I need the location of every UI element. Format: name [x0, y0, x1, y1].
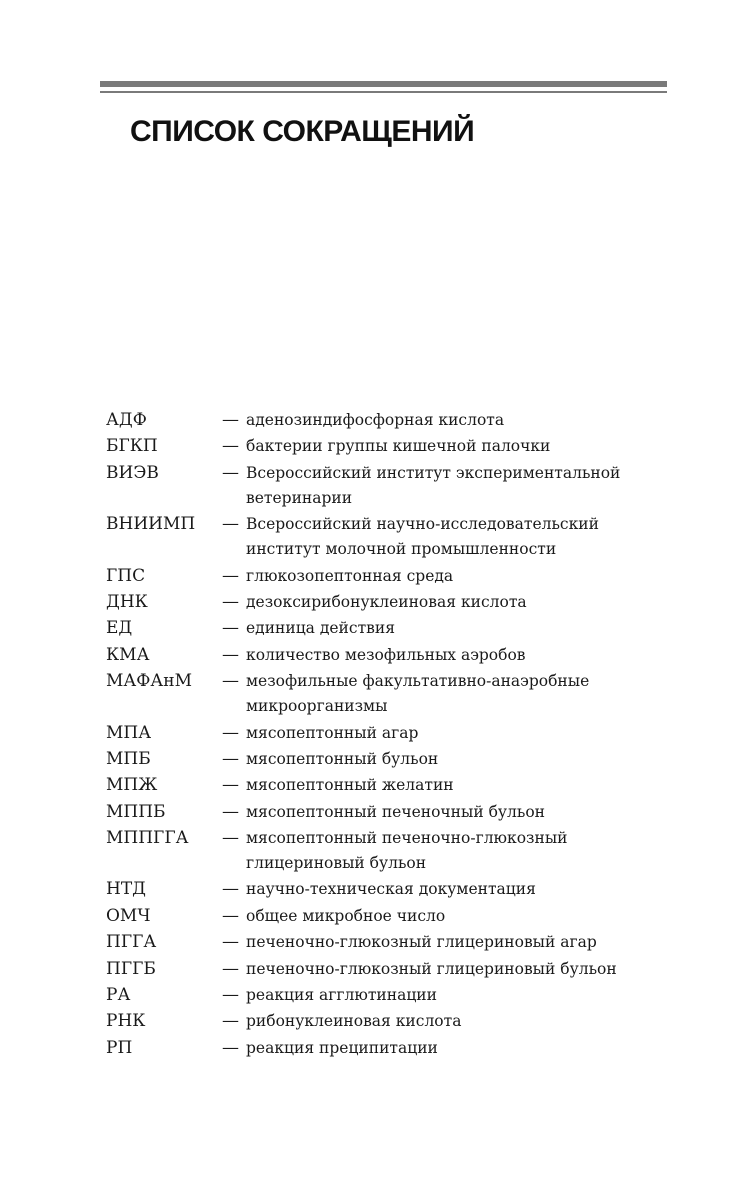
definition-line: печеночно-глюкозный глицериновый бульон	[246, 959, 617, 978]
definition-line: микроорганизмы	[246, 697, 388, 716]
abbreviation-row	[106, 1036, 666, 1061]
abbreviation-term: ПГГБ	[106, 958, 156, 979]
definition-line: бактерии группы кишечной палочки	[246, 437, 551, 456]
definition-line: Всероссийский научно-исследовательский	[246, 515, 599, 534]
abbreviation-term: ДНК	[106, 591, 148, 612]
abbreviation-definition	[246, 930, 666, 955]
abbreviation-row	[106, 512, 666, 562]
em-dash: —	[222, 801, 239, 822]
abbreviation-term: ПГГА	[106, 932, 157, 953]
em-dash: —	[222, 436, 239, 457]
abbreviation-term: РА	[106, 985, 131, 1006]
abbreviation-term: МППГГА	[106, 828, 189, 849]
definition-line: печеночно-глюкозный глицериновый агар	[246, 933, 597, 952]
abbreviation-term: ЕД	[106, 618, 133, 639]
abbreviation-list	[106, 408, 666, 1062]
abbreviation-definition	[246, 721, 666, 746]
abbreviation-definition	[246, 1009, 666, 1034]
abbreviation-term: ГПС	[106, 565, 146, 586]
em-dash: —	[222, 1037, 239, 1058]
abbreviation-row	[106, 616, 666, 641]
em-dash: —	[222, 618, 239, 639]
abbreviation-definition	[246, 461, 666, 511]
em-dash: —	[222, 748, 239, 769]
abbreviation-term: МПБ	[106, 748, 151, 769]
abbreviation-row	[106, 957, 666, 982]
abbreviation-definition	[246, 590, 666, 615]
abbreviation-definition	[246, 773, 666, 798]
abbreviation-term: ОМЧ	[106, 905, 151, 926]
abbreviation-term: КМА	[106, 644, 150, 665]
abbreviation-row	[106, 564, 666, 589]
abbreviation-term: РП	[106, 1037, 133, 1058]
definition-line: мясопептонный желатин	[246, 776, 454, 795]
abbreviation-definition	[246, 643, 666, 668]
definition-line: количество мезофильных аэробов	[246, 645, 526, 664]
abbreviation-row	[106, 930, 666, 955]
definition-line: институт молочной промышленности	[246, 540, 557, 559]
abbreviation-definition	[246, 616, 666, 641]
abbreviation-definition	[246, 408, 666, 433]
em-dash: —	[222, 644, 239, 665]
em-dash: —	[222, 565, 239, 586]
em-dash: —	[222, 1011, 239, 1032]
header-rule-thin	[100, 91, 667, 93]
em-dash: —	[222, 879, 239, 900]
definition-line: мясопептонный печеночный бульон	[246, 802, 546, 821]
em-dash: —	[222, 410, 239, 430]
abbreviation-row	[106, 434, 666, 459]
em-dash: —	[222, 462, 239, 483]
abbreviation-definition	[246, 669, 666, 719]
em-dash: —	[222, 671, 239, 692]
abbreviation-term: НТД	[106, 879, 146, 900]
abbreviation-term: МАФАнМ	[106, 671, 193, 692]
definition-line: мезофильные факультативно-анаэробные	[246, 672, 590, 691]
definition-line: глицериновый бульон	[246, 854, 427, 873]
abbreviation-row	[106, 773, 666, 798]
definition-line: рибонуклеиновая кислота	[246, 1012, 462, 1031]
abbreviation-definition	[246, 512, 666, 562]
definition-line: ветеринарии	[246, 488, 353, 507]
em-dash: —	[222, 514, 239, 535]
abbreviation-row	[106, 1009, 666, 1034]
abbreviation-definition	[246, 957, 666, 982]
abbreviation-definition	[246, 877, 666, 902]
abbreviation-row	[106, 904, 666, 929]
definition-line: Всероссийский институт экспериментальной	[246, 463, 621, 482]
definition-line: общее микробное число	[246, 906, 446, 925]
abbreviation-row	[106, 747, 666, 772]
abbreviation-row	[106, 721, 666, 746]
page-title: СПИСОК СОКРАЩЕНИЙ	[130, 115, 475, 148]
abbreviation-row	[106, 826, 666, 876]
abbreviation-term: МПА	[106, 722, 152, 743]
em-dash: —	[222, 828, 239, 849]
abbreviation-term: ВИЭВ	[106, 462, 159, 483]
definition-line: мясопептонный печеночно-глюкозный	[246, 829, 568, 848]
definition-line: глюкозопептонная среда	[246, 566, 454, 585]
abbreviation-definition	[246, 564, 666, 589]
definition-line: реакция агглютинации	[246, 986, 437, 1005]
abbreviation-definition	[246, 800, 666, 825]
header-rule-thick	[100, 81, 667, 87]
abbreviation-row	[106, 643, 666, 668]
em-dash: —	[222, 985, 239, 1006]
em-dash: —	[222, 775, 239, 796]
abbreviation-term: БГКП	[106, 436, 158, 457]
definition-line: мясопептонный агар	[246, 723, 419, 742]
abbreviation-row	[106, 590, 666, 615]
abbreviation-row	[106, 877, 666, 902]
em-dash: —	[222, 905, 239, 926]
abbreviation-term: МПЖ	[106, 775, 158, 796]
em-dash: —	[222, 932, 239, 953]
abbreviation-row	[106, 461, 666, 511]
definition-line: мясопептонный бульон	[246, 749, 439, 768]
abbreviation-row	[106, 408, 666, 433]
abbreviation-definition	[246, 983, 666, 1008]
definition-line: аденозиндифосфорная кислота	[246, 411, 505, 429]
abbreviation-definition	[246, 826, 666, 876]
abbreviation-term: МППБ	[106, 801, 166, 822]
definition-line: научно-техническая документация	[246, 880, 536, 899]
abbreviation-row	[106, 800, 666, 825]
definition-line: реакция преципитации	[246, 1038, 438, 1057]
abbreviation-row	[106, 669, 666, 719]
abbreviation-definition	[246, 747, 666, 772]
abbreviation-term: АДФ	[106, 410, 147, 430]
em-dash: —	[222, 722, 239, 743]
em-dash: —	[222, 591, 239, 612]
definition-line: дезоксирибонуклеиновая кислота	[246, 592, 527, 611]
abbreviation-term: РНК	[106, 1011, 146, 1032]
abbreviation-definition	[246, 434, 666, 459]
abbreviation-row	[106, 983, 666, 1008]
abbreviation-term: ВНИИМП	[106, 514, 196, 535]
abbreviation-definition	[246, 1036, 666, 1061]
definition-line: единица действия	[246, 619, 395, 638]
em-dash: —	[222, 958, 239, 979]
abbreviation-definition	[246, 904, 666, 929]
